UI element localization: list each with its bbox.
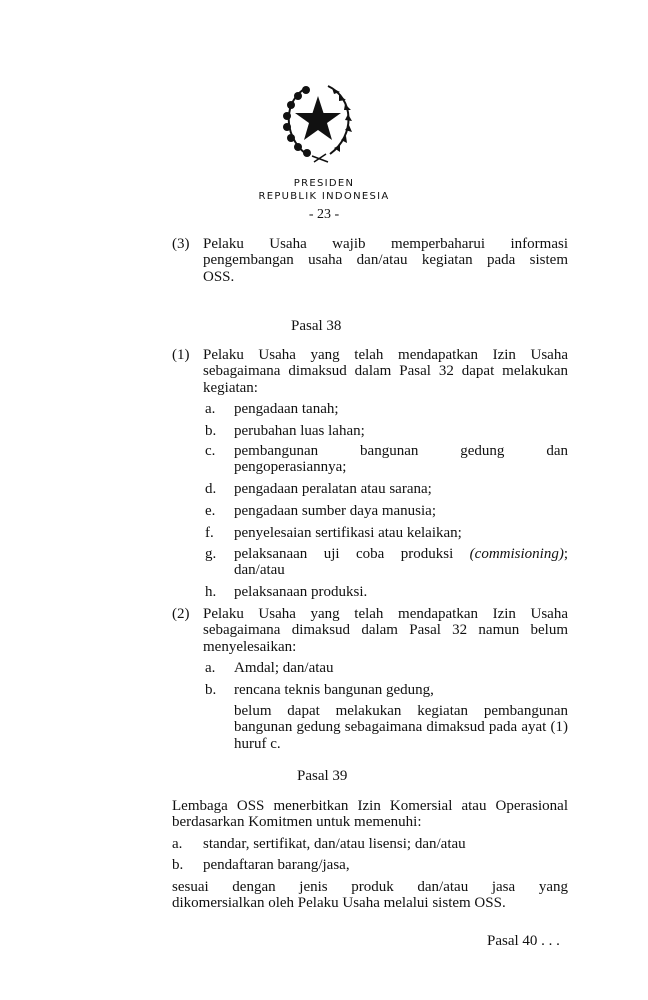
paragraph-number: (2) — [172, 606, 190, 622]
list-letter: b. — [205, 423, 217, 439]
list-letter: b. — [205, 682, 217, 698]
list-letter: h. — [205, 584, 217, 600]
text-line: OSS. — [203, 268, 235, 285]
list-letter: a. — [205, 401, 216, 417]
text-line: dikomersialkan oleh Pelaku Usaha melalui sistem OSS. — [172, 895, 506, 912]
list-letter: f. — [205, 525, 214, 541]
list-text: pengadaan peralatan atau sarana; — [234, 481, 432, 497]
list-letter: a. — [205, 660, 216, 676]
presidential-emblem — [276, 80, 360, 164]
header-republic: REPUBLIK INDONESIA — [258, 191, 390, 202]
list-text — [234, 546, 568, 562]
text-line: Pelaku Usaha wajib memperbaharui informasi — [203, 236, 568, 252]
text-line: berdasarkan Komitmen untuk memenuhi: — [172, 814, 422, 831]
italic-term: (commisioning) — [469, 546, 564, 562]
text-line: kegiatan: — [203, 379, 258, 396]
list-text: pengadaan sumber daya manusia; — [234, 503, 437, 519]
paragraph-number: (1) — [172, 347, 190, 363]
list-text: perubahan luas lahan; — [234, 423, 365, 439]
punctuation: ; — [563, 546, 568, 562]
list-text: rencana teknis bangunan gedung, — [234, 682, 434, 698]
page-number: - 23 - — [308, 207, 340, 222]
list-letter: d. — [205, 481, 217, 497]
pasal-39-title: Pasal 39 — [297, 768, 348, 784]
list-text: pendaftaran barang/jasa, — [203, 857, 350, 873]
text-line: pengembangan usaha dan/atau kegiatan pada sistem — [203, 252, 568, 269]
text-line: menyelesaikan: — [203, 638, 297, 655]
text-line: Pelaku Usaha yang telah mendapatkan Izin Usaha — [203, 606, 568, 622]
list-letter: c. — [205, 443, 216, 459]
text-line: Lembaga OSS menerbitkan Izin Komersial atau Operasional — [172, 798, 568, 814]
list-text: pelaksanaan produksi. — [234, 584, 368, 600]
text-line: huruf c. — [234, 735, 281, 752]
text-line: belum dapat melakukan kegiatan pembangunan — [234, 703, 568, 719]
list-letter: a. — [172, 836, 183, 852]
list-text: dan/atau — [234, 562, 285, 579]
text-line: sebagaimana dimaksud dalam Pasal 32 namun belum — [203, 622, 568, 639]
list-letter: b. — [172, 857, 184, 873]
text-line: bangunan gedung sebagaimana dimaksud pada ayat (1) — [234, 719, 568, 736]
list-text: standar, sertifikat, dan/atau lisensi; dan/atau — [203, 836, 466, 852]
list-letter: g. — [205, 546, 217, 562]
list-text: pengoperasiannya; — [234, 459, 347, 476]
list-text-part: pelaksanaan uji coba produksi — [234, 546, 454, 562]
header-president: PRESIDEN — [293, 178, 355, 189]
text-line: sesuai dengan jenis produk dan/atau jasa yang — [172, 879, 568, 895]
list-text: Amdal; dan/atau — [234, 660, 334, 676]
list-letter: e. — [205, 503, 216, 519]
paragraph-number: (3) — [172, 236, 190, 252]
list-text: pembangunan bangunan gedung dan — [234, 443, 568, 459]
text-line: Pelaku Usaha yang telah mendapatkan Izin Usaha — [203, 347, 568, 363]
text-line: sebagaimana dimaksud dalam Pasal 32 dapat melakukan — [203, 363, 568, 380]
list-text: penyelesaian sertifikasi atau kelaikan; — [234, 525, 462, 541]
next-page-catchword: Pasal 40 . . . — [487, 933, 560, 949]
pasal-38-title: Pasal 38 — [291, 318, 342, 334]
list-text: pengadaan tanah; — [234, 401, 339, 417]
